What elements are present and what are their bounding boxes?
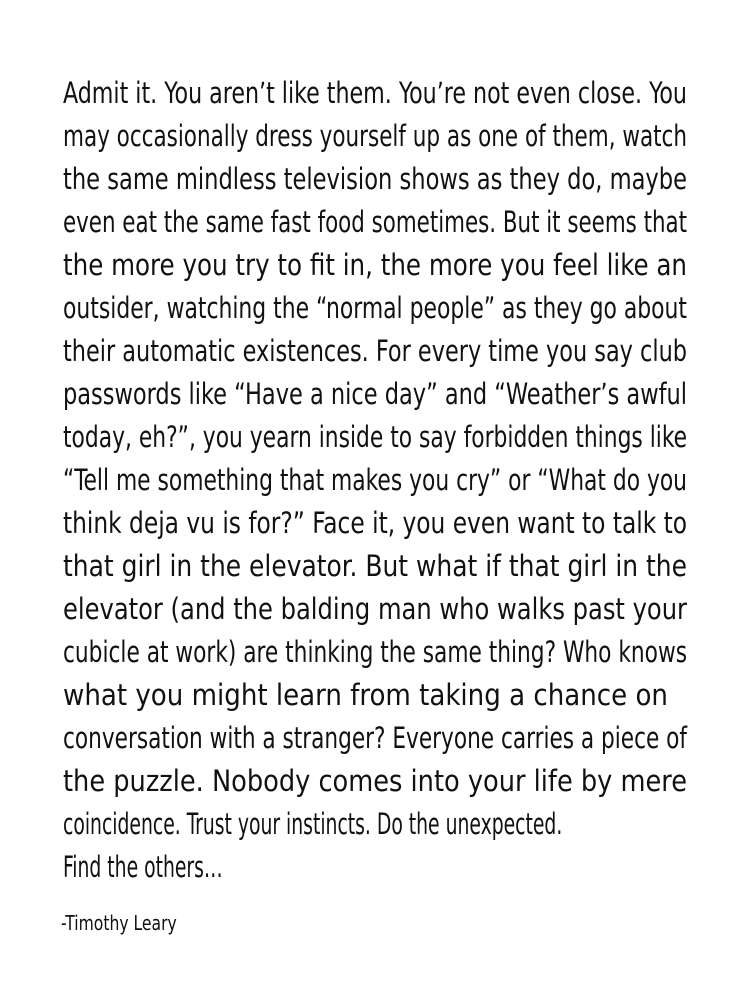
quote-line: that girl in the elevator. But what if that girl in the [63, 549, 687, 583]
quote-line: passwords like “Have a nice day” and “Weather’s awful [63, 377, 687, 411]
quote-line: think deja vu is for?” Face it, you even want to talk to [63, 506, 687, 540]
quote-line: Find the others… [63, 850, 223, 884]
quote-line: the puzzle. Nobody comes into your life by mere [63, 764, 687, 798]
quote-line: their automatic existences. For every time you say club [63, 334, 687, 368]
quote-line: elevator (and the balding man who walks past your [63, 592, 687, 626]
quote-line: outsider, watching the “normal people” as they go about [63, 291, 687, 325]
quote-line: the same mindless television shows as they do, maybe [63, 162, 687, 196]
quote-line: today, eh?”, you yearn inside to say forbidden things like [63, 420, 687, 454]
quote-line: the more you try to fit in, the more you feel like an [63, 248, 687, 282]
quote-line: coincidence. Trust your instincts. Do the unexpected. [63, 807, 563, 841]
quote-body [63, 72, 687, 889]
quote-line: “Tell me something that makes you cry” or “What do you [63, 463, 687, 497]
quote-line: what you might learn from taking a chance on [63, 678, 668, 712]
quote-line: Admit it. You aren’t like them. You’re not even close. You [63, 76, 687, 110]
quote-line: conversation with a stranger? Everyone carries a piece of [63, 721, 687, 755]
quote-author: -Timothy Leary [61, 911, 177, 935]
quote-line: cubicle at work) are thinking the same thing? Who knows [63, 635, 687, 669]
quote-line: even eat the same fast food sometimes. But it seems that [63, 205, 687, 239]
quote-line: may occasionally dress yourself up as one of them, watch [63, 119, 687, 153]
